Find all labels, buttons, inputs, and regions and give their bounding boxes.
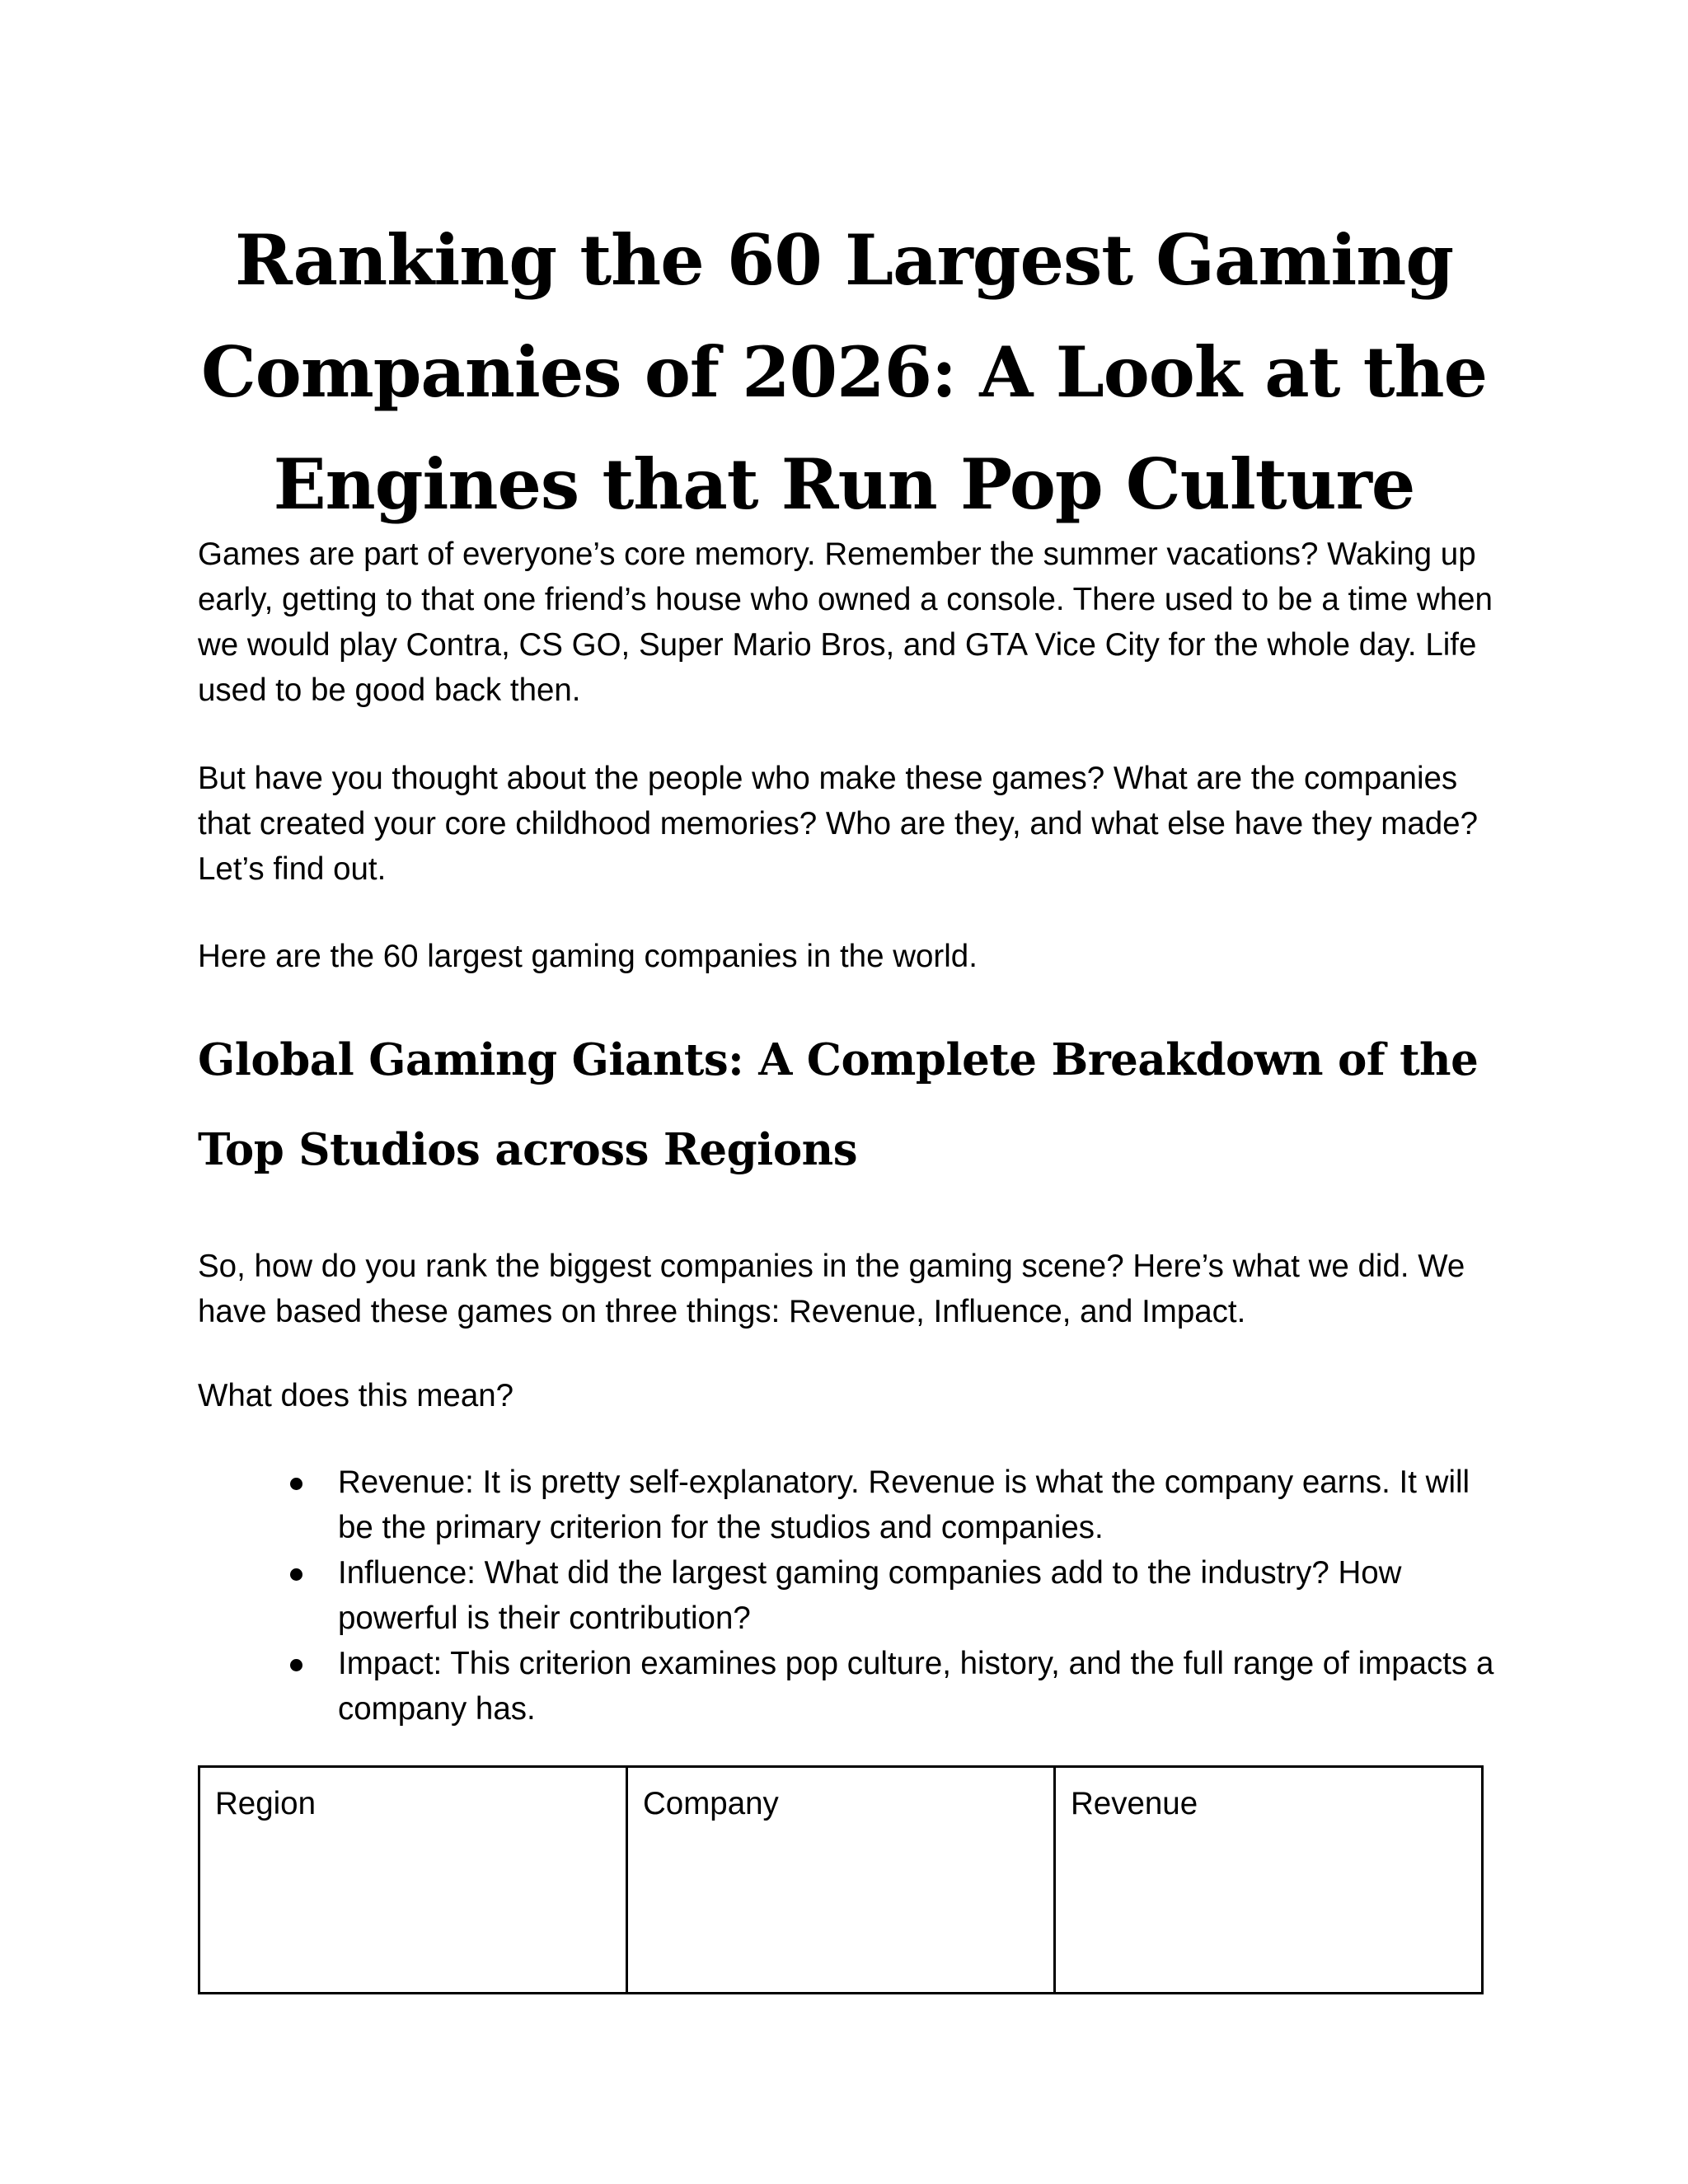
list-item xyxy=(198,1641,1500,1732)
question-paragraph: What does this mean? xyxy=(198,1378,514,1413)
ranking-table xyxy=(198,1765,1484,1994)
criterion-revenue-text: Revenue: It is pretty self-explanatory. Revenue is what the company earns. It will be the primary criterion for the studios and companies. xyxy=(338,1465,1470,1545)
intro-paragraph: Games are part of everyone’s core memory. Remember the summer vacations? Waking up early, getting to that one friend’s house who owned a console. There used to be a time when we would play Contra, CS GO, Super Mario Bros, and GTA Vice City for the whole day. Life used to be good back then. xyxy=(198,537,1493,708)
table-header-company: Company xyxy=(627,1767,1055,1994)
bullet-icon xyxy=(290,1478,302,1490)
list-item xyxy=(198,1460,1500,1550)
criterion-impact-text: Impact: This criterion examines pop culture, history, and the full range of impacts a company has. xyxy=(338,1646,1494,1727)
section-heading: Global Gaming Giants: A Complete Breakdown of the Top Studios across Regions xyxy=(198,1034,1479,1175)
table-header-revenue: Revenue xyxy=(1055,1767,1483,1994)
list-item xyxy=(198,1550,1500,1641)
bullet-icon xyxy=(290,1568,302,1581)
table-header-region: Region xyxy=(199,1767,627,1994)
criterion-influence-text: Influence: What did the largest gaming companies add to the industry? How powerful is their contribution? xyxy=(338,1555,1402,1636)
criteria-list xyxy=(198,1460,1500,1732)
bullet-icon xyxy=(290,1659,302,1671)
page-title: Ranking the 60 Largest Gaming Companies of 2026: A Look at the Engines that Run Pop Culture xyxy=(200,219,1488,525)
method-paragraph: So, how do you rank the biggest companies in the gaming scene? Here’s what we did. We have based these games on three things: Revenue, Influence, and Impact. xyxy=(198,1249,1465,1329)
intro-paragraph: But have you thought about the people who make these games? What are the companies that created your core childhood memories? Who are they, and what else have they made? Let’s find out. xyxy=(198,761,1478,887)
intro-paragraph: Here are the 60 largest gaming companies in the world. xyxy=(198,939,978,974)
ranking-table-container xyxy=(198,1765,1484,1994)
table-header-row xyxy=(199,1767,1483,1994)
